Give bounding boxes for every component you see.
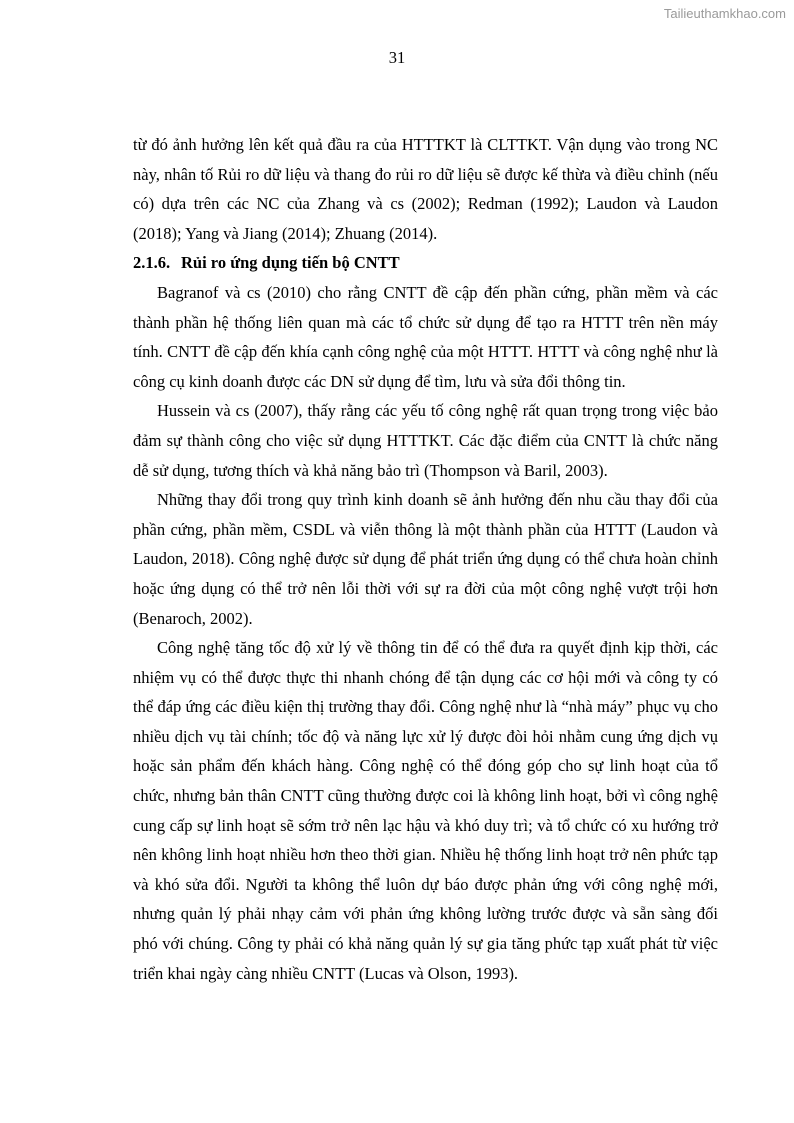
section-heading — [133, 248, 718, 278]
section-number: 2.1.6. — [133, 253, 171, 273]
paragraph-bagranof: Bagranof và cs (2010) cho rằng CNTT đề cập đến phần cứng, phần mềm và các thành phần hệ thống liên quan mà các tổ chức sử dụng để tạo ra HTTT trên nền máy tính. CNTT đề cập đến khía cạnh công nghệ của một HTTT. HTTT và công nghệ như là công cụ kinh doanh được các DN sử dụng để tìm, lưu và sửa đổi thông tin. — [133, 282, 718, 391]
document-body — [133, 130, 718, 988]
paragraph-business-process: Những thay đổi trong quy trình kinh doanh sẽ ảnh hưởng đến nhu cầu thay đổi của phần cứng, phần mềm, CSDL và viễn thông là một thành phần của HTTT (Laudon và Laudon, 2018). Công nghệ được sử dụng để phát triển ứng dụng có thể chưa hoàn chỉnh hoặc ứng dụng có thể trở nên lỗi thời với sự ra đời của một công nghệ vượt trội hơn (Benaroch, 2002). — [133, 490, 718, 628]
watermark: Tailieuthamkhao.com — [663, 6, 786, 21]
paragraph-hussein: Hussein và cs (2007), thấy rằng các yếu tố công nghệ rất quan trọng trong việc bảo đảm sự thành công cho việc sử dụng HTTTKT. Các đặc điểm của CNTT là chức năng dễ sử dụng, tương thích và khả năng bảo trì (Thompson và Baril, 2003). — [133, 401, 718, 480]
section-title: Rủi ro ứng dụng tiến bộ CNTT — [181, 253, 400, 273]
paragraph-continuation: từ đó ảnh hưởng lên kết quả đầu ra của HTTTKT là CLTTKT. Vận dụng vào trong NC này, nhân tố Rủi ro dữ liệu và thang đo rủi ro dữ liệu sẽ được kế thừa và điều chỉnh (nếu có) dựa trên các NC của Zhang và cs (2002); Redman (1992); Laudon và Laudon (2018); Yang và Jiang (2014); Zhuang (2014). — [133, 135, 718, 243]
paragraph-technology-speed: Công nghệ tăng tốc độ xử lý về thông tin để có thể đưa ra quyết định kịp thời, các nhiệm vụ có thể được thực thi nhanh chóng để tận dụng các cơ hội mới và công ty có thể đáp ứng các điều kiện thị trường thay đổi. Công nghệ như là “nhà máy” phục vụ cho nhiều dịch vụ tài chính; tốc độ và năng lực xử lý được đòi hỏi nhằm cung ứng dịch vụ hoặc sản phẩm đến khách hàng. Công nghệ có thể đóng góp cho sự linh hoạt của tổ chức, nhưng bản thân CNTT cũng thường được coi là không linh hoạt, bởi vì công nghệ cung cấp sự linh hoạt sẽ sớm trở nên lạc hậu và khó duy trì; và tổ chức có xu hướng trở nên không linh hoạt nhiều hơn theo thời gian. Nhiều hệ thống linh hoạt trở nên phức tạp và khó sửa đổi. Người ta không thể luôn dự báo được phản ứng với công nghệ mới, nhưng quản lý phải nhạy cảm với phản ứng không lường trước được và sẵn sàng đối phó với chúng. Công ty phải có khả năng quản lý sự gia tăng phức tạp xuất phát từ việc triển khai ngày càng nhiều CNTT (Lucas và Olson, 1993). — [133, 638, 718, 983]
page-number: 31 — [388, 48, 406, 67]
